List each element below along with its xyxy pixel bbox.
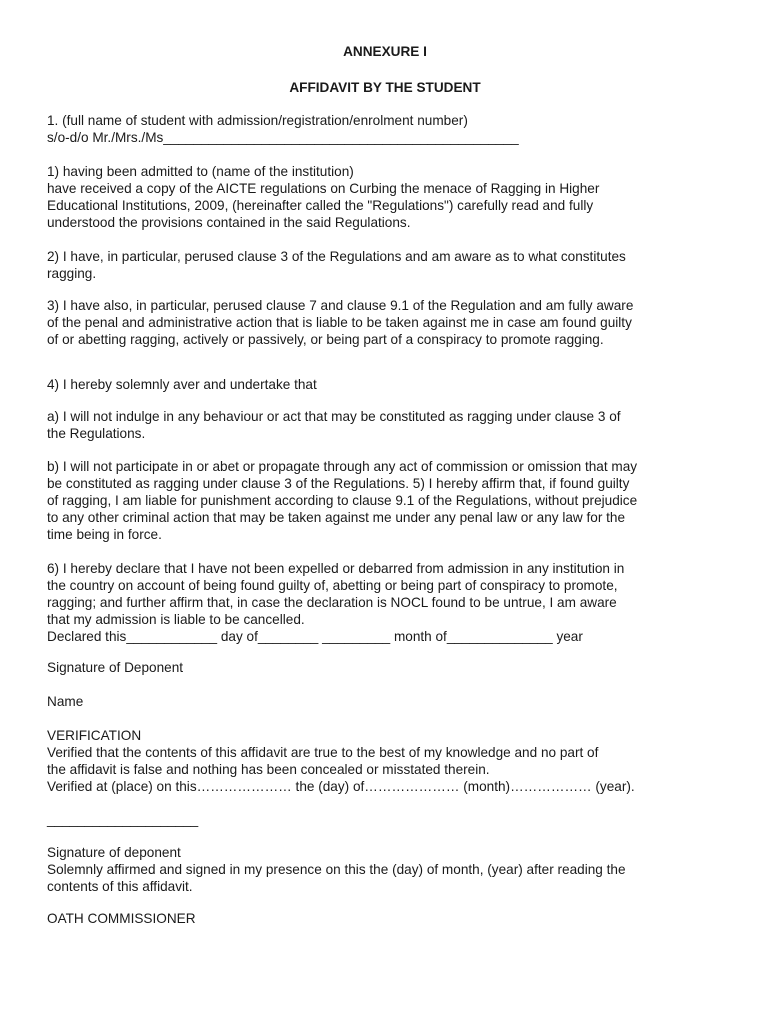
paragraph-line: a) I will not indulge in any behaviour or act that may be constituted as ragging under clause 3 of (47, 409, 621, 424)
verification-line: the affidavit is false and nothing has been concealed or misstated therein. (47, 762, 490, 777)
paragraph-4 (47, 376, 317, 393)
annexure-heading: ANNEXURE I (343, 44, 427, 59)
paragraph-line: b) I will not participate in or abet or propagate through any act of commission or omission that may (47, 459, 638, 474)
paragraph-line: of the penal and administrative action that is liable to be taken against me in case am found guilty (47, 315, 632, 330)
paragraph-6 (47, 560, 624, 645)
intro-block (47, 112, 519, 146)
declared-line: Declared this____________ day of________ _________ month of______________ year (47, 629, 583, 644)
closing-block (47, 844, 626, 895)
paragraph-line: Educational Institutions, 2009, (hereinafter called the "Regulations") carefully read and fully (47, 198, 594, 213)
intro-line: 1. (full name of student with admission/registration/enrolment number) (47, 113, 468, 128)
paragraph-line: ragging; and further affirm that, in case the declaration is NOCL found to be untrue, I am aware (47, 595, 617, 610)
verification-line: Verified at (place) on this………………… the (day) of………………… (month)……………… (year). (47, 779, 635, 794)
name-label: Name (47, 694, 84, 709)
paragraph-line: have received a copy of the AICTE regulations on Curbing the menace of Ragging in Higher (47, 181, 600, 196)
paragraph-line: be constituted as ragging under clause 3 of the Regulations. 5) I hereby affirm that, if found guilty (47, 476, 630, 491)
paragraph-line: 4) I hereby solemnly aver and undertake that (47, 377, 317, 392)
intro-line: s/o-d/o Mr./Mrs./Ms_______________________________________________ (47, 130, 519, 145)
paragraph-line: understood the provisions contained in the said Regulations. (47, 215, 411, 230)
verification-heading: VERIFICATION (47, 728, 142, 743)
paragraph-3 (47, 297, 633, 348)
paragraph-2 (47, 248, 626, 282)
paragraph-line: ragging. (47, 266, 97, 281)
paragraph-4b (47, 458, 637, 543)
closing-line: Signature of deponent (47, 845, 181, 860)
paragraph-line: 2) I have, in particular, perused clause 3 of the Regulations and am aware as to what constitutes (47, 249, 626, 264)
paragraph-line: 3) I have also, in particular, perused clause 7 and clause 9.1 of the Regulation and am fully aware (47, 298, 634, 313)
paragraph-1 (47, 163, 599, 231)
verification-line: Verified that the contents of this affidavit are true to the best of my knowledge and no part of (47, 745, 599, 760)
paragraph-4a (47, 408, 621, 442)
paragraph-line: of or abetting ragging, actively or passively, or being part of a conspiracy to promote ragging. (47, 332, 604, 347)
paragraph-line: 1) having been admitted to (name of the institution) (47, 164, 354, 179)
closing-line: contents of this affidavit. (47, 879, 193, 894)
closing-line: Solemnly affirmed and signed in my presence on this the (day) of month, (year) after reading the (47, 862, 626, 877)
signature-of-deponent-label: Signature of Deponent (47, 660, 184, 675)
paragraph-line: time being in force. (47, 527, 162, 542)
paragraph-line: 6) I hereby declare that I have not been expelled or debarred from admission in any institution in (47, 561, 625, 576)
oath-commissioner-label: OATH COMMISSIONER (47, 911, 196, 926)
verification-block (47, 727, 635, 795)
paragraph-line: of ragging, I am liable for punishment according to clause 9.1 of the Regulations, without prejudice (47, 493, 638, 508)
paragraph-line: the country on account of being found guilty of, abetting or being part of conspiracy to promote, (47, 578, 618, 593)
signature-line: ____________________ (47, 812, 199, 827)
affidavit-title: AFFIDAVIT BY THE STUDENT (289, 80, 481, 95)
paragraph-line: the Regulations. (47, 426, 146, 441)
paragraph-line: to any other criminal action that may be taken against me under any penal law or any law for the (47, 510, 626, 525)
paragraph-line: that my admission is liable to be cancelled. (47, 612, 305, 627)
